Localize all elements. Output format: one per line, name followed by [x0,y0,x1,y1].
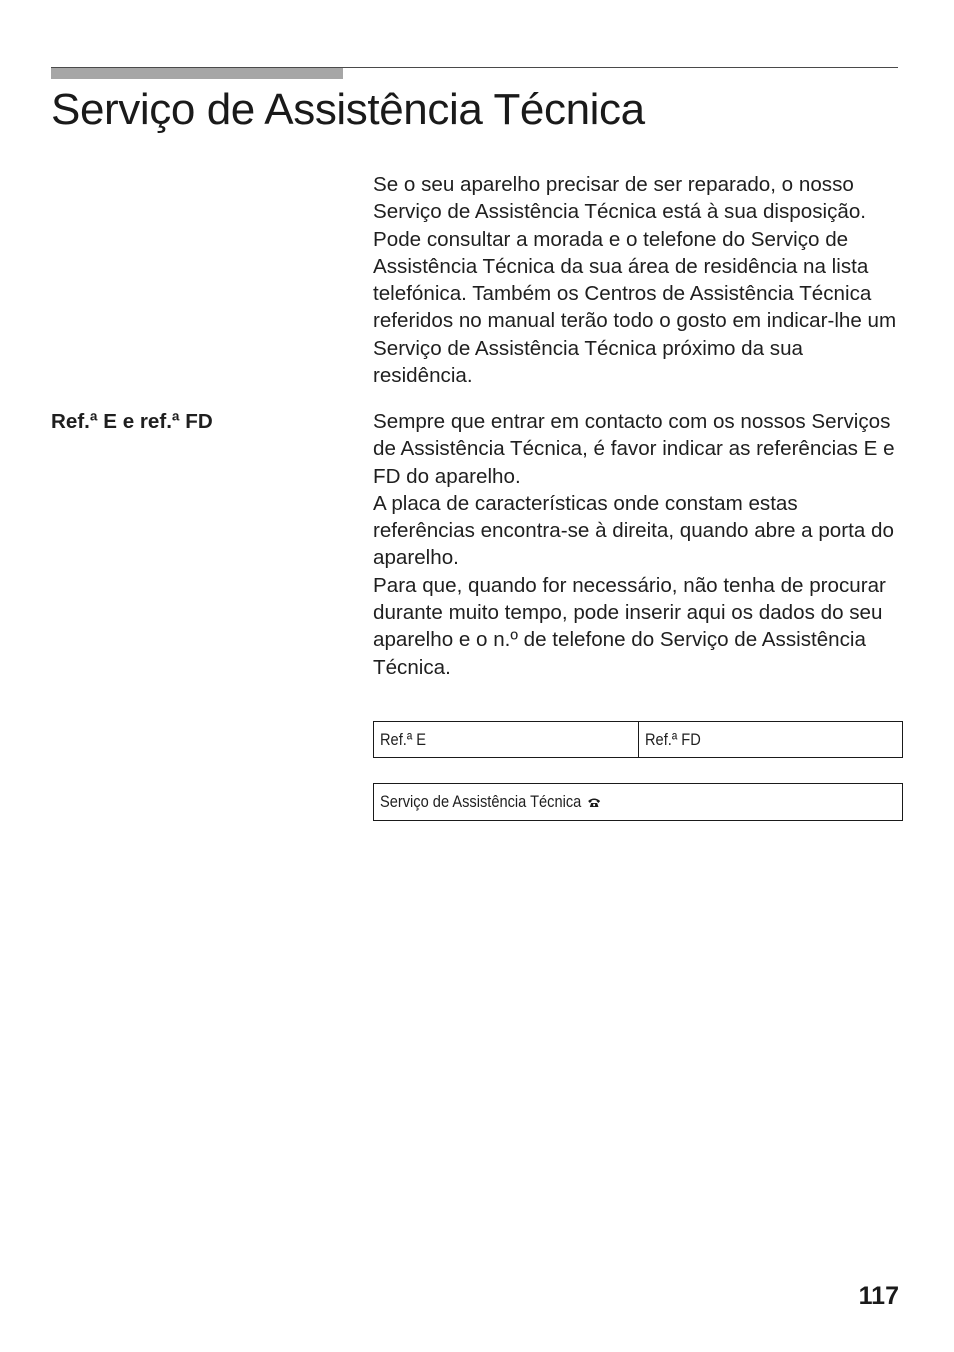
page-number: 117 [858,1282,899,1310]
ref-e-field[interactable] [374,722,638,757]
telephone-icon [587,793,601,813]
header-accent-bar [51,67,343,79]
service-field-content [380,792,601,813]
reference-heading: Ref.ª E e ref.ª FD [51,410,213,433]
reference-paragraph-2: A placa de características onde constam estas referências encontra-se à direita, quando abre a porta do aparelho. [373,491,894,570]
reference-paragraph-1: Sempre que entrar em contacto com os nossos Serviços de Assistência Técnica, é favor indicar as referências E e FD do aparelho. [373,410,895,488]
service-label: Serviço de Assistência Técnica [380,792,582,811]
service-phone-field[interactable] [373,783,903,821]
intro-text [373,171,905,389]
ref-e-label: Ref.ª E [380,730,427,749]
page-title: Serviço de Assistência Técnica [51,85,645,134]
ref-fd-field[interactable] [638,722,903,757]
reference-text [373,408,905,681]
reference-paragraph-3: Para que, quando for necessário, não tenha de procurar durante muito tempo, pode inserir aqui os dados do seu aparelho e o n.º de telefone do Serviço de Assistência Técnica. [373,573,886,679]
intro-paragraph: Se o seu aparelho precisar de ser reparado, o nosso Serviço de Assistência Técnica está à sua disposição. Pode consultar a morada e o telefone do Serviço de Assistência Técnica da sua área de residência na lista telefónica. Também os Centros de Assistência Técnica referidos no manual terão todo o gosto em indicar-lhe um Serviço de Assistência Técnica próximo da sua residência. [373,173,897,388]
header-rule [51,67,898,68]
ref-fd-label: Ref.ª FD [644,730,701,749]
reference-form [373,721,903,758]
